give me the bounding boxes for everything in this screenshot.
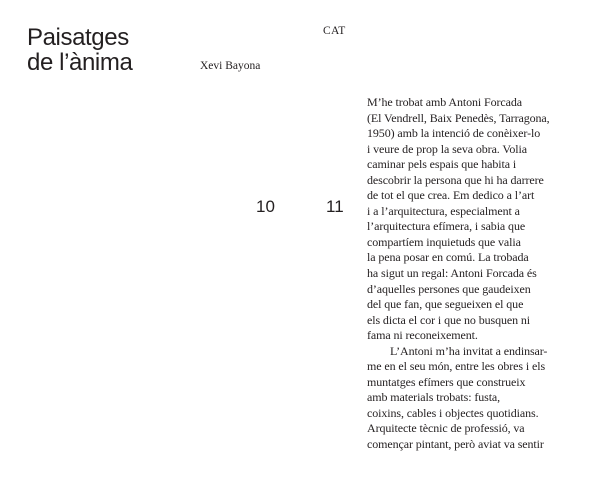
text-line: ha sigut un regal: Antoni Forcada és: [367, 266, 537, 281]
page-number-left: 10: [256, 197, 275, 216]
text-line: i a l’arquitectura, especialment a: [367, 203, 520, 218]
text-line: de tot el que crea. Em dedico a l’art: [367, 188, 535, 203]
text-line: els dicta el cor i que no busquen ni: [367, 312, 531, 327]
text-line: l’arquitectura efímera, i sabia que: [367, 219, 526, 234]
text-line: me en el seu món, entre les obres i els: [367, 359, 546, 374]
text-line: muntatges efímers que construeix: [367, 374, 526, 389]
text-line: compartíem inquietuds que valia: [367, 234, 521, 249]
language-label: CAT: [323, 25, 346, 37]
text-line: Arquitecte tècnic de professió, va: [367, 421, 525, 436]
text-line: (El Vendrell, Baix Penedès, Tarragona,: [367, 110, 550, 125]
text-line: del que fan, que segueixen el que: [367, 297, 524, 312]
text-line: descobrir la persona que hi ha darrere: [367, 172, 544, 187]
text-line: d’aquelles persones que gaudeixen: [367, 281, 531, 296]
text-line: coixins, cables i objectes quotidians.: [367, 405, 539, 420]
text-line: caminar pels espais que habita i: [367, 157, 517, 172]
text-line: començar pintant, però aviat va sentir: [367, 437, 544, 452]
author-name: Xevi Bayona: [200, 60, 261, 72]
text-line: amb materials trobats: fusta,: [367, 390, 501, 405]
text-line-paragraph-start: L’Antoni m’ha invitat a endinsar-: [390, 343, 548, 358]
title-line-1: Paisatges: [27, 24, 129, 51]
text-line: la pena posar en comú. La trobada: [367, 250, 529, 265]
article-body: [367, 95, 592, 453]
page-number-right: 11: [326, 197, 344, 216]
text-line: i veure de prop la seva obra. Volia: [367, 141, 528, 156]
text-line: M’he trobat amb Antoni Forcada: [367, 95, 522, 109]
text-line: 1950) amb la intenció de conèixer-lo: [367, 126, 541, 141]
text-line: fama ni reconeixement.: [367, 328, 478, 343]
title-line-2: de l’ànima: [27, 49, 133, 76]
page-title: [27, 25, 132, 75]
